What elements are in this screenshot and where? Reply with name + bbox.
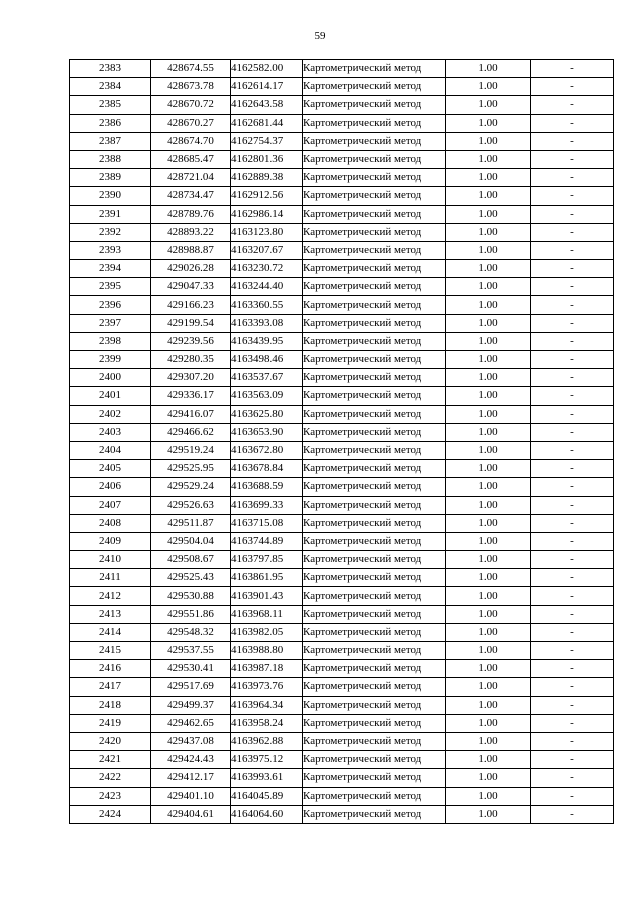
table-row bbox=[70, 332, 614, 350]
error-cell: 1.00 bbox=[446, 296, 531, 314]
error-cell: 1.00 bbox=[446, 496, 531, 514]
point-number-cell: 2411 bbox=[70, 569, 151, 587]
note-cell: - bbox=[531, 460, 614, 478]
point-number-cell: 2424 bbox=[70, 805, 151, 823]
x-coordinate-cell: 429537.55 bbox=[151, 642, 231, 660]
method-cell: Картометрический метод bbox=[303, 460, 446, 478]
method-cell: Картометрический метод bbox=[303, 532, 446, 550]
error-cell: 1.00 bbox=[446, 423, 531, 441]
error-cell: 1.00 bbox=[446, 551, 531, 569]
y-coordinate-cell: 4163968.11 bbox=[231, 605, 303, 623]
y-coordinate-cell: 4164064.60 bbox=[231, 805, 303, 823]
error-cell: 1.00 bbox=[446, 60, 531, 78]
error-cell: 1.00 bbox=[446, 132, 531, 150]
x-coordinate-cell: 428670.27 bbox=[151, 114, 231, 132]
error-cell: 1.00 bbox=[446, 623, 531, 641]
error-cell: 1.00 bbox=[446, 205, 531, 223]
error-cell: 1.00 bbox=[446, 387, 531, 405]
note-cell: - bbox=[531, 569, 614, 587]
y-coordinate-cell: 4162681.44 bbox=[231, 114, 303, 132]
method-cell: Картометрический метод bbox=[303, 805, 446, 823]
point-number-cell: 2384 bbox=[70, 78, 151, 96]
point-number-cell: 2418 bbox=[70, 696, 151, 714]
point-number-cell: 2393 bbox=[70, 241, 151, 259]
table-row bbox=[70, 223, 614, 241]
note-cell: - bbox=[531, 78, 614, 96]
method-cell: Картометрический метод bbox=[303, 205, 446, 223]
point-number-cell: 2391 bbox=[70, 205, 151, 223]
table-row bbox=[70, 96, 614, 114]
method-cell: Картометрический метод bbox=[303, 732, 446, 750]
point-number-cell: 2387 bbox=[70, 132, 151, 150]
point-number-cell: 2394 bbox=[70, 260, 151, 278]
method-cell: Картометрический метод bbox=[303, 714, 446, 732]
point-number-cell: 2410 bbox=[70, 551, 151, 569]
table-row bbox=[70, 732, 614, 750]
note-cell: - bbox=[531, 787, 614, 805]
error-cell: 1.00 bbox=[446, 532, 531, 550]
point-number-cell: 2392 bbox=[70, 223, 151, 241]
note-cell: - bbox=[531, 769, 614, 787]
x-coordinate-cell: 429307.20 bbox=[151, 369, 231, 387]
note-cell: - bbox=[531, 205, 614, 223]
method-cell: Картометрический метод bbox=[303, 405, 446, 423]
note-cell: - bbox=[531, 423, 614, 441]
y-coordinate-cell: 4163744.89 bbox=[231, 532, 303, 550]
method-cell: Картометрический метод bbox=[303, 623, 446, 641]
x-coordinate-cell: 429517.69 bbox=[151, 678, 231, 696]
method-cell: Картометрический метод bbox=[303, 423, 446, 441]
table-row bbox=[70, 642, 614, 660]
coordinates-table bbox=[69, 59, 614, 824]
coordinates-table-body bbox=[70, 60, 614, 824]
x-coordinate-cell: 429404.61 bbox=[151, 805, 231, 823]
table-row bbox=[70, 278, 614, 296]
note-cell: - bbox=[531, 605, 614, 623]
x-coordinate-cell: 428673.78 bbox=[151, 78, 231, 96]
error-cell: 1.00 bbox=[446, 678, 531, 696]
table-row bbox=[70, 805, 614, 823]
y-coordinate-cell: 4163964.34 bbox=[231, 696, 303, 714]
y-coordinate-cell: 4163678.84 bbox=[231, 460, 303, 478]
table-row bbox=[70, 187, 614, 205]
note-cell: - bbox=[531, 587, 614, 605]
point-number-cell: 2395 bbox=[70, 278, 151, 296]
method-cell: Картометрический метод bbox=[303, 241, 446, 259]
note-cell: - bbox=[531, 351, 614, 369]
x-coordinate-cell: 429166.23 bbox=[151, 296, 231, 314]
point-number-cell: 2400 bbox=[70, 369, 151, 387]
y-coordinate-cell: 4163360.55 bbox=[231, 296, 303, 314]
table-row bbox=[70, 314, 614, 332]
note-cell: - bbox=[531, 387, 614, 405]
note-cell: - bbox=[531, 514, 614, 532]
table-row bbox=[70, 423, 614, 441]
point-number-cell: 2409 bbox=[70, 532, 151, 550]
error-cell: 1.00 bbox=[446, 169, 531, 187]
point-number-cell: 2406 bbox=[70, 478, 151, 496]
note-cell: - bbox=[531, 332, 614, 350]
note-cell: - bbox=[531, 114, 614, 132]
x-coordinate-cell: 429525.95 bbox=[151, 460, 231, 478]
table-row bbox=[70, 714, 614, 732]
error-cell: 1.00 bbox=[446, 114, 531, 132]
table-row bbox=[70, 569, 614, 587]
error-cell: 1.00 bbox=[446, 223, 531, 241]
method-cell: Картометрический метод bbox=[303, 678, 446, 696]
method-cell: Картометрический метод bbox=[303, 369, 446, 387]
error-cell: 1.00 bbox=[446, 78, 531, 96]
point-number-cell: 2401 bbox=[70, 387, 151, 405]
table-row bbox=[70, 587, 614, 605]
table-row bbox=[70, 114, 614, 132]
x-coordinate-cell: 428685.47 bbox=[151, 150, 231, 168]
error-cell: 1.00 bbox=[446, 351, 531, 369]
note-cell: - bbox=[531, 714, 614, 732]
error-cell: 1.00 bbox=[446, 260, 531, 278]
note-cell: - bbox=[531, 696, 614, 714]
y-coordinate-cell: 4163563.09 bbox=[231, 387, 303, 405]
point-number-cell: 2402 bbox=[70, 405, 151, 423]
method-cell: Картометрический метод bbox=[303, 660, 446, 678]
y-coordinate-cell: 4163625.80 bbox=[231, 405, 303, 423]
table-row bbox=[70, 260, 614, 278]
x-coordinate-cell: 429466.62 bbox=[151, 423, 231, 441]
method-cell: Картометрический метод bbox=[303, 696, 446, 714]
method-cell: Картометрический метод bbox=[303, 769, 446, 787]
note-cell: - bbox=[531, 441, 614, 459]
error-cell: 1.00 bbox=[446, 769, 531, 787]
method-cell: Картометрический метод bbox=[303, 569, 446, 587]
method-cell: Картометрический метод bbox=[303, 332, 446, 350]
x-coordinate-cell: 428988.87 bbox=[151, 241, 231, 259]
table-row bbox=[70, 696, 614, 714]
note-cell: - bbox=[531, 478, 614, 496]
point-number-cell: 2423 bbox=[70, 787, 151, 805]
error-cell: 1.00 bbox=[446, 187, 531, 205]
x-coordinate-cell: 429525.43 bbox=[151, 569, 231, 587]
x-coordinate-cell: 428789.76 bbox=[151, 205, 231, 223]
error-cell: 1.00 bbox=[446, 587, 531, 605]
note-cell: - bbox=[531, 132, 614, 150]
error-cell: 1.00 bbox=[446, 460, 531, 478]
y-coordinate-cell: 4163699.33 bbox=[231, 496, 303, 514]
error-cell: 1.00 bbox=[446, 605, 531, 623]
page-number: 59 bbox=[314, 30, 326, 42]
note-cell: - bbox=[531, 369, 614, 387]
method-cell: Картометрический метод bbox=[303, 60, 446, 78]
y-coordinate-cell: 4163958.24 bbox=[231, 714, 303, 732]
table-row bbox=[70, 241, 614, 259]
error-cell: 1.00 bbox=[446, 642, 531, 660]
y-coordinate-cell: 4162754.37 bbox=[231, 132, 303, 150]
y-coordinate-cell: 4163207.67 bbox=[231, 241, 303, 259]
table-row bbox=[70, 605, 614, 623]
table-row bbox=[70, 678, 614, 696]
table-row bbox=[70, 623, 614, 641]
y-coordinate-cell: 4163988.80 bbox=[231, 642, 303, 660]
x-coordinate-cell: 429424.43 bbox=[151, 751, 231, 769]
note-cell: - bbox=[531, 732, 614, 750]
x-coordinate-cell: 429529.24 bbox=[151, 478, 231, 496]
table-row bbox=[70, 387, 614, 405]
x-coordinate-cell: 429511.87 bbox=[151, 514, 231, 532]
point-number-cell: 2416 bbox=[70, 660, 151, 678]
x-coordinate-cell: 429239.56 bbox=[151, 332, 231, 350]
y-coordinate-cell: 4163901.43 bbox=[231, 587, 303, 605]
x-coordinate-cell: 429280.35 bbox=[151, 351, 231, 369]
x-coordinate-cell: 429504.04 bbox=[151, 532, 231, 550]
error-cell: 1.00 bbox=[446, 441, 531, 459]
error-cell: 1.00 bbox=[446, 569, 531, 587]
point-number-cell: 2398 bbox=[70, 332, 151, 350]
error-cell: 1.00 bbox=[446, 478, 531, 496]
x-coordinate-cell: 428734.47 bbox=[151, 187, 231, 205]
note-cell: - bbox=[531, 678, 614, 696]
y-coordinate-cell: 4163123.80 bbox=[231, 223, 303, 241]
x-coordinate-cell: 428670.72 bbox=[151, 96, 231, 114]
method-cell: Картометрический метод bbox=[303, 223, 446, 241]
x-coordinate-cell: 429437.08 bbox=[151, 732, 231, 750]
method-cell: Картометрический метод bbox=[303, 642, 446, 660]
y-coordinate-cell: 4163962.88 bbox=[231, 732, 303, 750]
x-coordinate-cell: 428674.55 bbox=[151, 60, 231, 78]
note-cell: - bbox=[531, 169, 614, 187]
error-cell: 1.00 bbox=[446, 314, 531, 332]
error-cell: 1.00 bbox=[446, 805, 531, 823]
y-coordinate-cell: 4163715.08 bbox=[231, 514, 303, 532]
method-cell: Картометрический метод bbox=[303, 260, 446, 278]
note-cell: - bbox=[531, 150, 614, 168]
table-row bbox=[70, 296, 614, 314]
error-cell: 1.00 bbox=[446, 660, 531, 678]
y-coordinate-cell: 4163393.08 bbox=[231, 314, 303, 332]
method-cell: Картометрический метод bbox=[303, 96, 446, 114]
x-coordinate-cell: 429199.54 bbox=[151, 314, 231, 332]
point-number-cell: 2405 bbox=[70, 460, 151, 478]
y-coordinate-cell: 4164045.89 bbox=[231, 787, 303, 805]
error-cell: 1.00 bbox=[446, 96, 531, 114]
table-row bbox=[70, 551, 614, 569]
y-coordinate-cell: 4163439.95 bbox=[231, 332, 303, 350]
point-number-cell: 2414 bbox=[70, 623, 151, 641]
x-coordinate-cell: 429026.28 bbox=[151, 260, 231, 278]
method-cell: Картометрический метод bbox=[303, 114, 446, 132]
x-coordinate-cell: 429551.86 bbox=[151, 605, 231, 623]
point-number-cell: 2422 bbox=[70, 769, 151, 787]
y-coordinate-cell: 4163987.18 bbox=[231, 660, 303, 678]
error-cell: 1.00 bbox=[446, 751, 531, 769]
note-cell: - bbox=[531, 187, 614, 205]
y-coordinate-cell: 4162643.58 bbox=[231, 96, 303, 114]
method-cell: Картометрический метод bbox=[303, 150, 446, 168]
method-cell: Картометрический метод bbox=[303, 478, 446, 496]
x-coordinate-cell: 429519.24 bbox=[151, 441, 231, 459]
y-coordinate-cell: 4163498.46 bbox=[231, 351, 303, 369]
x-coordinate-cell: 428674.70 bbox=[151, 132, 231, 150]
method-cell: Картометрический метод bbox=[303, 751, 446, 769]
point-number-cell: 2413 bbox=[70, 605, 151, 623]
point-number-cell: 2386 bbox=[70, 114, 151, 132]
method-cell: Картометрический метод bbox=[303, 187, 446, 205]
method-cell: Картометрический метод bbox=[303, 605, 446, 623]
error-cell: 1.00 bbox=[446, 278, 531, 296]
error-cell: 1.00 bbox=[446, 787, 531, 805]
error-cell: 1.00 bbox=[446, 332, 531, 350]
point-number-cell: 2421 bbox=[70, 751, 151, 769]
note-cell: - bbox=[531, 532, 614, 550]
method-cell: Картометрический метод bbox=[303, 296, 446, 314]
note-cell: - bbox=[531, 623, 614, 641]
y-coordinate-cell: 4163653.90 bbox=[231, 423, 303, 441]
point-number-cell: 2417 bbox=[70, 678, 151, 696]
x-coordinate-cell: 428893.22 bbox=[151, 223, 231, 241]
x-coordinate-cell: 429401.10 bbox=[151, 787, 231, 805]
table-row bbox=[70, 460, 614, 478]
y-coordinate-cell: 4163537.67 bbox=[231, 369, 303, 387]
table-row bbox=[70, 205, 614, 223]
error-cell: 1.00 bbox=[446, 714, 531, 732]
note-cell: - bbox=[531, 405, 614, 423]
y-coordinate-cell: 4163993.61 bbox=[231, 769, 303, 787]
x-coordinate-cell: 429530.41 bbox=[151, 660, 231, 678]
x-coordinate-cell: 429412.17 bbox=[151, 769, 231, 787]
error-cell: 1.00 bbox=[446, 732, 531, 750]
x-coordinate-cell: 429336.17 bbox=[151, 387, 231, 405]
method-cell: Картометрический метод bbox=[303, 551, 446, 569]
note-cell: - bbox=[531, 660, 614, 678]
point-number-cell: 2397 bbox=[70, 314, 151, 332]
table-row bbox=[70, 78, 614, 96]
error-cell: 1.00 bbox=[446, 369, 531, 387]
x-coordinate-cell: 429047.33 bbox=[151, 278, 231, 296]
note-cell: - bbox=[531, 496, 614, 514]
table-row bbox=[70, 478, 614, 496]
note-cell: - bbox=[531, 551, 614, 569]
point-number-cell: 2385 bbox=[70, 96, 151, 114]
note-cell: - bbox=[531, 314, 614, 332]
error-cell: 1.00 bbox=[446, 241, 531, 259]
y-coordinate-cell: 4162801.36 bbox=[231, 150, 303, 168]
y-coordinate-cell: 4162582.00 bbox=[231, 60, 303, 78]
error-cell: 1.00 bbox=[446, 150, 531, 168]
y-coordinate-cell: 4163861.95 bbox=[231, 569, 303, 587]
table-row bbox=[70, 132, 614, 150]
point-number-cell: 2383 bbox=[70, 60, 151, 78]
y-coordinate-cell: 4162986.14 bbox=[231, 205, 303, 223]
table-row bbox=[70, 660, 614, 678]
method-cell: Картометрический метод bbox=[303, 78, 446, 96]
table-row bbox=[70, 351, 614, 369]
table-row bbox=[70, 751, 614, 769]
table-row bbox=[70, 150, 614, 168]
note-cell: - bbox=[531, 260, 614, 278]
point-number-cell: 2388 bbox=[70, 150, 151, 168]
point-number-cell: 2407 bbox=[70, 496, 151, 514]
table-row bbox=[70, 787, 614, 805]
table-row bbox=[70, 441, 614, 459]
x-coordinate-cell: 429548.32 bbox=[151, 623, 231, 641]
y-coordinate-cell: 4163973.76 bbox=[231, 678, 303, 696]
note-cell: - bbox=[531, 642, 614, 660]
table-row bbox=[70, 514, 614, 532]
x-coordinate-cell: 429530.88 bbox=[151, 587, 231, 605]
y-coordinate-cell: 4163672.80 bbox=[231, 441, 303, 459]
x-coordinate-cell: 429508.67 bbox=[151, 551, 231, 569]
x-coordinate-cell: 429526.63 bbox=[151, 496, 231, 514]
table-row bbox=[70, 496, 614, 514]
note-cell: - bbox=[531, 805, 614, 823]
y-coordinate-cell: 4163797.85 bbox=[231, 551, 303, 569]
note-cell: - bbox=[531, 751, 614, 769]
method-cell: Картометрический метод bbox=[303, 132, 446, 150]
y-coordinate-cell: 4162614.17 bbox=[231, 78, 303, 96]
error-cell: 1.00 bbox=[446, 405, 531, 423]
point-number-cell: 2408 bbox=[70, 514, 151, 532]
point-number-cell: 2415 bbox=[70, 642, 151, 660]
table-row bbox=[70, 369, 614, 387]
point-number-cell: 2419 bbox=[70, 714, 151, 732]
method-cell: Картометрический метод bbox=[303, 514, 446, 532]
y-coordinate-cell: 4163982.05 bbox=[231, 623, 303, 641]
note-cell: - bbox=[531, 278, 614, 296]
x-coordinate-cell: 429462.65 bbox=[151, 714, 231, 732]
y-coordinate-cell: 4162912.56 bbox=[231, 187, 303, 205]
note-cell: - bbox=[531, 241, 614, 259]
method-cell: Картометрический метод bbox=[303, 496, 446, 514]
y-coordinate-cell: 4163688.59 bbox=[231, 478, 303, 496]
note-cell: - bbox=[531, 223, 614, 241]
note-cell: - bbox=[531, 96, 614, 114]
method-cell: Картометрический метод bbox=[303, 441, 446, 459]
x-coordinate-cell: 428721.04 bbox=[151, 169, 231, 187]
method-cell: Картометрический метод bbox=[303, 587, 446, 605]
error-cell: 1.00 bbox=[446, 696, 531, 714]
y-coordinate-cell: 4163230.72 bbox=[231, 260, 303, 278]
x-coordinate-cell: 429416.07 bbox=[151, 405, 231, 423]
method-cell: Картометрический метод bbox=[303, 787, 446, 805]
y-coordinate-cell: 4163975.12 bbox=[231, 751, 303, 769]
table-row bbox=[70, 769, 614, 787]
point-number-cell: 2396 bbox=[70, 296, 151, 314]
note-cell: - bbox=[531, 296, 614, 314]
point-number-cell: 2403 bbox=[70, 423, 151, 441]
x-coordinate-cell: 429499.37 bbox=[151, 696, 231, 714]
y-coordinate-cell: 4163244.40 bbox=[231, 278, 303, 296]
table-row bbox=[70, 60, 614, 78]
point-number-cell: 2404 bbox=[70, 441, 151, 459]
table-row bbox=[70, 169, 614, 187]
table-row bbox=[70, 405, 614, 423]
method-cell: Картометрический метод bbox=[303, 169, 446, 187]
point-number-cell: 2420 bbox=[70, 732, 151, 750]
note-cell: - bbox=[531, 60, 614, 78]
table-row bbox=[70, 532, 614, 550]
error-cell: 1.00 bbox=[446, 514, 531, 532]
point-number-cell: 2389 bbox=[70, 169, 151, 187]
point-number-cell: 2412 bbox=[70, 587, 151, 605]
point-number-cell: 2399 bbox=[70, 351, 151, 369]
method-cell: Картометрический метод bbox=[303, 387, 446, 405]
method-cell: Картометрический метод bbox=[303, 314, 446, 332]
method-cell: Картометрический метод bbox=[303, 351, 446, 369]
point-number-cell: 2390 bbox=[70, 187, 151, 205]
method-cell: Картометрический метод bbox=[303, 278, 446, 296]
y-coordinate-cell: 4162889.38 bbox=[231, 169, 303, 187]
